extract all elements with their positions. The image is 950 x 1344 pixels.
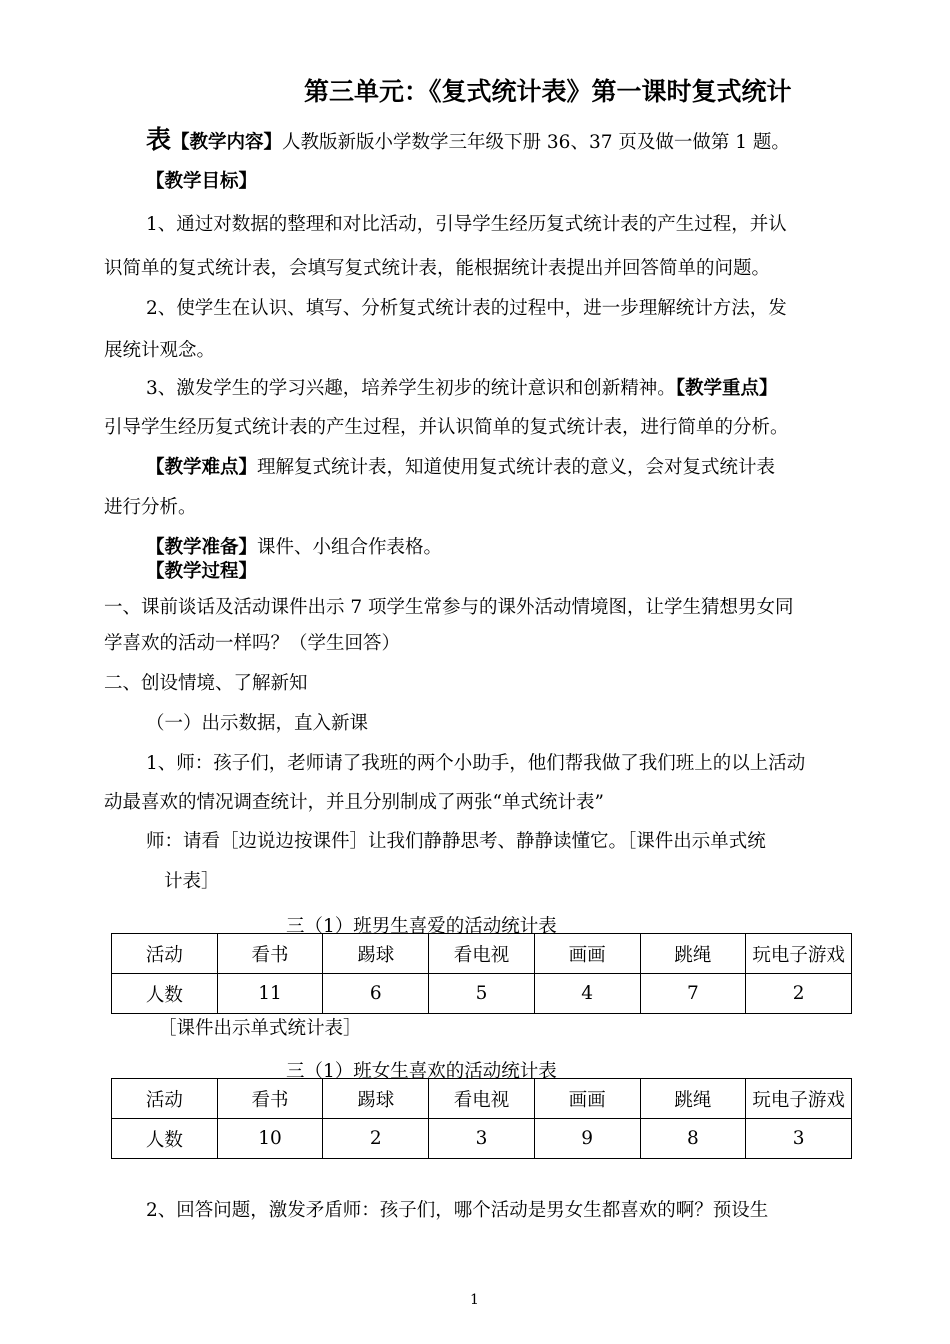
table-header-cell: 看电视 bbox=[429, 1079, 535, 1119]
table-cell: 11 bbox=[217, 974, 323, 1014]
process-step1-line-a: 一、课前谈话及活动课件出示 7 项学生常参与的课外活动情境图，让学生猜想男女同 bbox=[104, 597, 794, 618]
difficulties-label: 【教学难点】 bbox=[146, 457, 258, 478]
table-header-cell: 活动 bbox=[112, 1079, 218, 1119]
process-para1-line-a: 1、师：孩子们，老师请了我班的两个小助手，他们帮我做了我们班上的以上活动 bbox=[146, 753, 806, 774]
table-cell: 2 bbox=[323, 1119, 429, 1159]
table-girls-caption: 三（1）班女生喜欢的活动统计表 bbox=[286, 1061, 557, 1082]
table-cell: 人数 bbox=[112, 1119, 218, 1159]
table-cell: 9 bbox=[534, 1119, 640, 1159]
objectives-label: 【教学目标】 bbox=[146, 171, 258, 192]
preparation-line bbox=[146, 536, 442, 560]
process-para2-line-a: 师：请看［边说边按课件］让我们静静思考、静静读懂它。［课件出示单式统 bbox=[146, 831, 766, 852]
table-header-cell: 踢球 bbox=[323, 934, 429, 974]
table-cell: 6 bbox=[323, 974, 429, 1014]
page-number: 1 bbox=[470, 1292, 479, 1308]
key-points-label: 【教学重点】 bbox=[675, 378, 778, 399]
table-header-cell: 玩电子游戏 bbox=[746, 934, 852, 974]
difficulties-line-a bbox=[146, 456, 775, 480]
difficulties-text-b: 进行分析。 bbox=[104, 497, 197, 518]
table-header-cell: 玩电子游戏 bbox=[746, 1079, 852, 1119]
table-girls bbox=[111, 1078, 852, 1159]
table-header-cell: 看书 bbox=[217, 934, 323, 974]
courseware-note: ［课件出示单式统计表］ bbox=[158, 1018, 362, 1039]
process-para3: 2、回答问题，激发矛盾师：孩子们，哪个活动是男女生都喜欢的啊？预设生 bbox=[146, 1200, 769, 1221]
objective-1-line-a: 1、通过对数据的整理和对比活动，引导学生经历复式统计表的产生过程，并认 bbox=[146, 214, 787, 235]
table-cell: 4 bbox=[534, 974, 640, 1014]
table-header-cell: 画画 bbox=[534, 934, 640, 974]
table-header-cell: 看电视 bbox=[429, 934, 535, 974]
table-row bbox=[112, 934, 852, 974]
table-cell: 8 bbox=[640, 1119, 746, 1159]
table-header-cell: 看书 bbox=[217, 1079, 323, 1119]
key-points-text: 引导学生经历复式统计表的产生过程，并认识简单的复式统计表，进行简单的分析。 bbox=[104, 417, 789, 438]
table-header-cell: 活动 bbox=[112, 934, 218, 974]
table-cell: 2 bbox=[746, 974, 852, 1014]
table-cell: 5 bbox=[429, 974, 535, 1014]
objective-2-line-b: 展统计观念。 bbox=[104, 340, 216, 361]
process-para1-line-b: 动最喜欢的情况调查统计，并且分别制成了两张“单式统计表” bbox=[104, 792, 604, 813]
table-header-cell: 跳绳 bbox=[640, 934, 746, 974]
process-step2: 二、创设情境、了解新知 bbox=[104, 673, 308, 694]
objective-3-line bbox=[146, 377, 778, 401]
table-cell: 3 bbox=[429, 1119, 535, 1159]
table-header-cell: 踢球 bbox=[323, 1079, 429, 1119]
lesson-title-line2: 表 bbox=[146, 125, 172, 154]
table-row bbox=[112, 1119, 852, 1159]
table-cell: 人数 bbox=[112, 974, 218, 1014]
table-cell: 7 bbox=[640, 974, 746, 1014]
table-header-cell: 画画 bbox=[534, 1079, 640, 1119]
process-sub1: （一）出示数据，直入新课 bbox=[146, 713, 369, 734]
difficulties-text-a: 理解复式统计表，知道使用复式统计表的意义，会对复式统计表 bbox=[257, 457, 776, 478]
table-row bbox=[112, 974, 852, 1014]
table-cell: 3 bbox=[746, 1119, 852, 1159]
process-para2-line-b: 计表］ bbox=[164, 871, 220, 892]
objective-3-text: 3、激发学生的学习兴趣，培养学生初步的统计意识和创新精神。 bbox=[146, 378, 676, 399]
preparation-text: 课件、小组合作表格。 bbox=[257, 537, 443, 558]
process-label: 【教学过程】 bbox=[146, 561, 258, 582]
content-line bbox=[146, 124, 790, 156]
process-step1-line-b: 学喜欢的活动一样吗？（学生回答） bbox=[104, 633, 401, 654]
objective-2-line-a: 2、使学生在认识、填写、分析复式统计表的过程中，进一步理解统计方法，发 bbox=[146, 298, 787, 319]
objective-1-line-b: 识简单的复式统计表，会填写复式统计表，能根据统计表提出并回答简单的问题。 bbox=[104, 258, 771, 279]
content-text: 人教版新版小学数学三年级下册 36、37 页及做一做第 1 题。 bbox=[282, 132, 790, 153]
table-boys bbox=[111, 933, 852, 1014]
table-row bbox=[112, 1079, 852, 1119]
content-label: 【教学内容】 bbox=[171, 132, 283, 153]
table-header-cell: 跳绳 bbox=[640, 1079, 746, 1119]
lesson-title-line1: 第三单元：《复式统计表》第一课时复式统计 bbox=[304, 77, 792, 106]
preparation-label: 【教学准备】 bbox=[146, 537, 258, 558]
table-cell: 10 bbox=[217, 1119, 323, 1159]
table-boys-caption: 三（1）班男生喜爱的活动统计表 bbox=[286, 916, 557, 937]
